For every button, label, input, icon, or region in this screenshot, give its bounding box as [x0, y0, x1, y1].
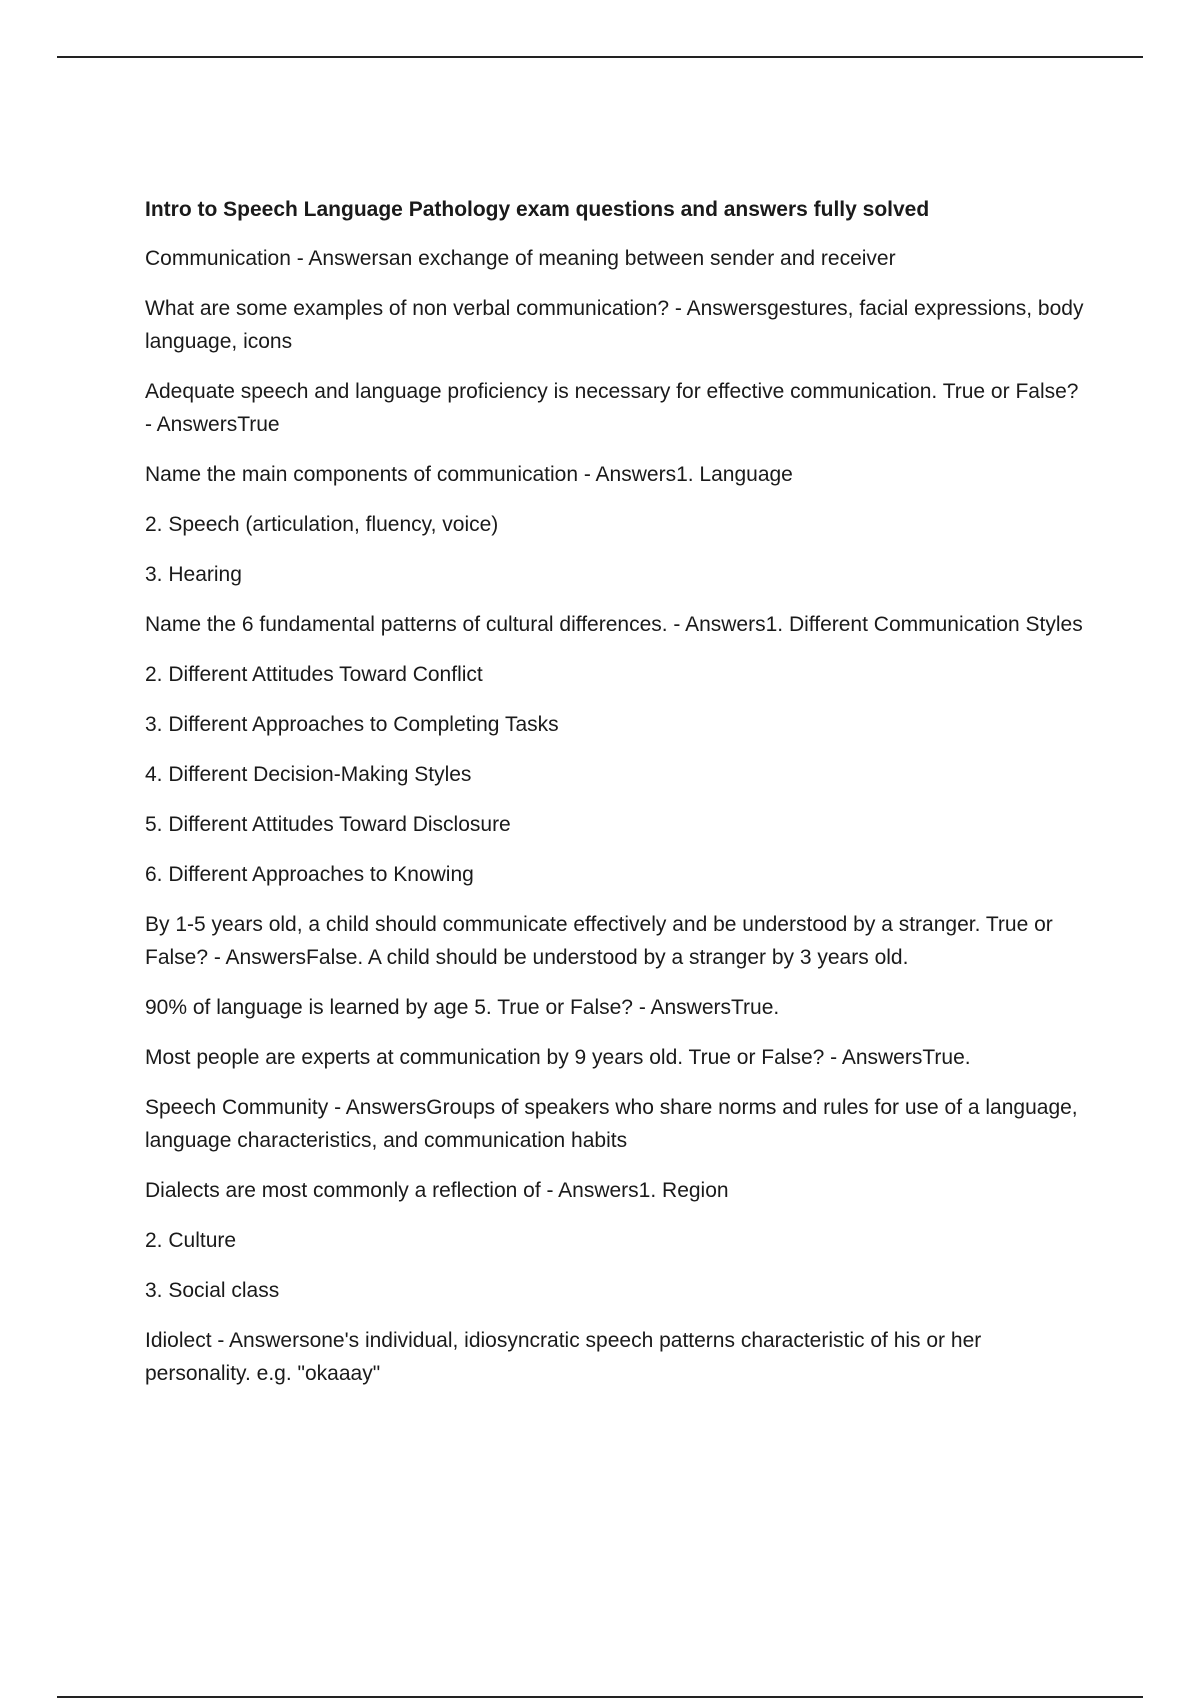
paragraph-cultural-patterns-1: Name the 6 fundamental patterns of cultural differences. - Answers1. Different Communication Styles — [145, 613, 1083, 636]
page-bottom-rule — [57, 1696, 1143, 1698]
page-top-rule — [57, 56, 1143, 58]
paragraph-dialects-region: Dialects are most commonly a reflection of - Answers1. Region — [145, 1179, 729, 1202]
paragraph-language-by-age-5: 90% of language is learned by age 5. True or False? - AnswersTrue. — [145, 996, 780, 1019]
paragraph-components-language: Name the main components of communication - Answers1. Language — [145, 463, 793, 486]
paragraph-dialects-culture: 2. Culture — [145, 1229, 237, 1252]
paragraph-cultural-patterns-4: 4. Different Decision-Making Styles — [145, 763, 472, 786]
paragraph-nonverbal-examples: What are some examples of non verbal communication? - Answersgestures, facial expressions, body language, icons — [145, 297, 1084, 353]
document-body — [145, 196, 1085, 1407]
paragraph-child-stranger-true-false: By 1-5 years old, a child should communicate effectively and be understood by a stranger. True or False? - AnswersFalse. A child should be understood by a stranger by 3 years old. — [145, 913, 1053, 969]
paragraph-components-speech: 2. Speech (articulation, fluency, voice) — [145, 513, 499, 536]
paragraph-cultural-patterns-6: 6. Different Approaches to Knowing — [145, 863, 474, 886]
paragraph-dialects-social-class: 3. Social class — [145, 1279, 280, 1302]
paragraph-proficiency-true-false: Adequate speech and language proficiency is necessary for effective communication. True or False? - AnswersTrue — [145, 380, 1079, 436]
paragraph-cultural-patterns-3: 3. Different Approaches to Completing Tasks — [145, 713, 559, 736]
paragraph-cultural-patterns-2: 2. Different Attitudes Toward Conflict — [145, 663, 483, 686]
paragraph-speech-community: Speech Community - AnswersGroups of speakers who share norms and rules for use of a language, language characteristics, and communication habits — [145, 1096, 1078, 1152]
paragraph-experts-by-9: Most people are experts at communication by 9 years old. True or False? - AnswersTrue. — [145, 1046, 971, 1069]
paragraph-communication-definition: Communication - Answersan exchange of meaning between sender and receiver — [145, 247, 896, 270]
paragraph-idiolect: Idiolect - Answersone's individual, idiosyncratic speech patterns characteristic of his or her personality. e.g. "okaaay" — [145, 1329, 982, 1385]
document-title: Intro to Speech Language Pathology exam questions and answers fully solved — [145, 198, 930, 221]
paragraph-components-hearing: 3. Hearing — [145, 563, 242, 586]
paragraph-cultural-patterns-5: 5. Different Attitudes Toward Disclosure — [145, 813, 511, 836]
